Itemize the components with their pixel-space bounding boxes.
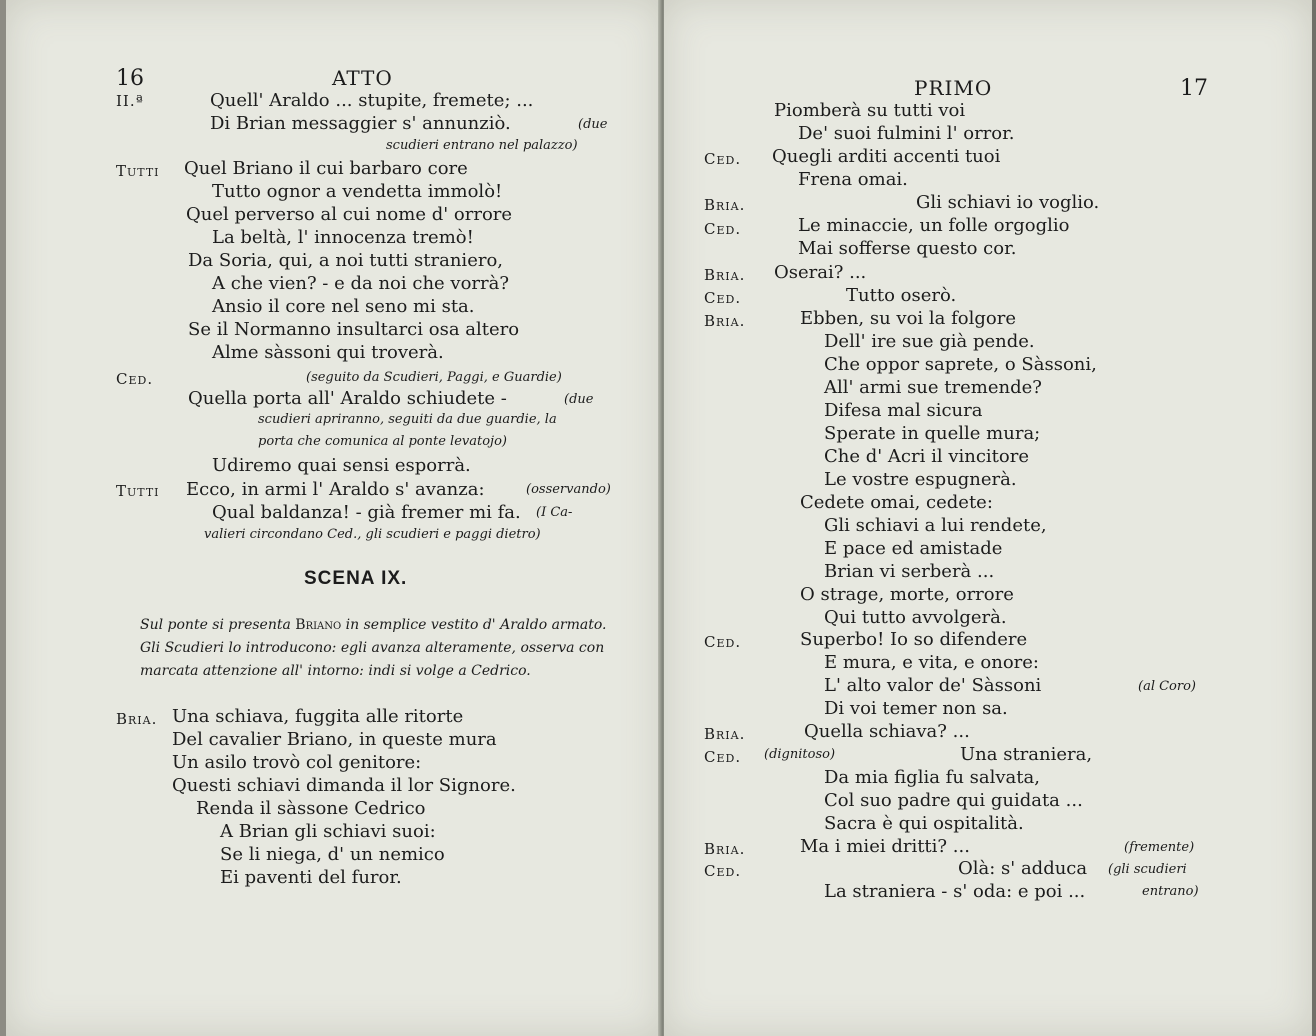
speaker-label: Ced. [704, 150, 742, 168]
verse-line: De' suoi fulmini l' orror. [798, 123, 1015, 144]
verse-line: Quegli arditi accenti tuoi [772, 146, 1001, 167]
verse-line: Da Soria, qui, a noi tutti straniero, [188, 250, 504, 271]
speaker-label: Tutti [116, 162, 160, 180]
verse-line: Col suo padre qui guidata ... [824, 790, 1083, 811]
verse-line: E pace ed amistade [824, 538, 1003, 559]
verse-line: Alme sàssoni qui troverà. [212, 342, 444, 363]
speaker-label: Ced. [704, 289, 742, 307]
verse-line: Di Brian messaggier s' annunziò. [210, 113, 511, 134]
verse-line: Le vostre espugnerà. [824, 469, 1017, 490]
stage-direction: (seguito da Scudieri, Paggi, e Guardie) [306, 370, 562, 385]
speaker-label: Bria. [704, 840, 746, 858]
stage-direction: valieri circondano Ced., gli scudieri e paggi dietro) [204, 527, 541, 542]
verse-line: La straniera - s' oda: e poi ... [824, 881, 1086, 902]
stage-direction: (due [564, 392, 594, 407]
verse-line: Quella schiava? ... [804, 721, 970, 742]
verse-line: A che vien? - e da noi che vorrà? [212, 273, 510, 294]
stage-direction: porta che comunica al ponte levatojo) [258, 434, 507, 449]
verse-line: Olà: s' adduca [958, 858, 1088, 879]
speaker-label: Ced. [704, 862, 742, 880]
verse-line: Quel Briano il cui barbaro core [184, 158, 468, 179]
stage-direction: entrano) [1142, 884, 1199, 899]
verse-line: Qui tutto avvolgerà. [824, 607, 1007, 628]
right-page [664, 0, 1312, 1036]
page-number-right: 17 [1180, 76, 1208, 101]
verse-line: L' alto valor de' Sàssoni [824, 675, 1042, 696]
stage-direction: scudieri entrano nel palazzo) [386, 138, 578, 153]
verse-line: Brian vi serberà ... [824, 561, 995, 582]
verse-line: Udiremo quai sensi esporrà. [212, 455, 471, 476]
speaker-label: Ced. [704, 633, 742, 651]
verse-line: Cedete omai, cedete: [800, 492, 993, 513]
verse-line: Ansio il core nel seno mi sta. [212, 296, 475, 317]
verse-line: Sacra è qui ospitalità. [824, 813, 1024, 834]
verse-line: All' armi sue tremende? [824, 377, 1042, 398]
stage-direction: (I Ca- [536, 505, 573, 520]
verse-line: Che d' Acri il vincitore [824, 446, 1030, 467]
verse-line: Frena omai. [798, 169, 908, 190]
verse-line: Del cavalier Briano, in queste mura [172, 729, 497, 750]
verse-line: Gli schiavi a lui rendete, [824, 515, 1047, 536]
verse-line: La beltà, l' innocenza tremò! [212, 227, 474, 248]
verse-line: Oserai? ... [774, 262, 867, 283]
verse-line: Che oppor saprete, o Sàssoni, [824, 354, 1097, 375]
scene-description-text: in semplice vestito d' Araldo armato. Gli Scudieri lo introducono: egli avanza alteramente, osserva con marcata attenzione all' intorno: indi si volge a Cedrico. [140, 617, 607, 679]
verse-line: Qual baldanza! - già fremer mi fa. [212, 502, 521, 523]
speaker-label: Bria. [704, 266, 746, 284]
verse-line: Renda il sàssone Cedrico [196, 798, 426, 819]
verse-line: A Brian gli schiavi suoi: [220, 821, 436, 842]
verse-line: E mura, e vita, e onore: [824, 652, 1039, 673]
verse-line: Le minaccie, un folle orgoglio [798, 215, 1070, 236]
verse-line: Gli schiavi io voglio. [916, 192, 1100, 213]
verse-line: Ma i miei dritti? ... [800, 836, 970, 857]
verse-line: Difesa mal sicura [824, 400, 983, 421]
scene-description [140, 614, 624, 683]
speaker-label: Bria. [704, 312, 746, 330]
speaker-label: Ced. [116, 370, 154, 388]
verse-line: Una schiava, fuggita alle ritorte [172, 706, 464, 727]
speaker-label: Bria. [704, 725, 746, 743]
stage-direction: (fremente) [1124, 840, 1195, 855]
stage-direction: (due [578, 117, 608, 132]
verse-line: Quel perverso al cui nome d' orrore [186, 204, 513, 225]
verse-line: Da mia figlia fu salvata, [824, 767, 1040, 788]
verse-line: Quell' Araldo ... stupite, fremete; ... [210, 90, 534, 111]
verse-line: Ebben, su voi la folgore [800, 308, 1016, 329]
scene-description-text: Sul ponte si presenta [140, 617, 291, 633]
verse-line: Quella porta all' Araldo schiudete - [188, 388, 507, 409]
stage-direction: (dignitoso) [764, 747, 836, 762]
verse-line: Un asilo trovò col genitore: [172, 752, 422, 773]
speaker-label: Bria. [116, 710, 158, 728]
left-page [6, 0, 662, 1036]
verse-line: O strage, morte, orrore [800, 584, 1014, 605]
verse-line: Questi schiavi dimanda il lor Signore. [172, 775, 516, 796]
verse-line: Tutto oserò. [846, 285, 957, 306]
stage-direction: (gli scudieri [1108, 862, 1187, 877]
stage-direction: (osservando) [526, 482, 611, 497]
verse-line: Una straniera, [960, 744, 1093, 765]
speaker-label: Tutti [116, 482, 160, 500]
running-head-right: PRIMO [914, 76, 993, 100]
verse-line: Se il Normanno insultarci osa altero [188, 319, 520, 340]
verse-line: Piomberà su tutti voi [774, 100, 966, 121]
stage-direction: (al Coro) [1138, 679, 1196, 694]
running-head-left: ATTO [332, 66, 393, 90]
verse-line: Superbo! Io so difendere [800, 629, 1028, 650]
scene-title: SCENA IX. [304, 568, 408, 589]
character-name: Briano [295, 617, 342, 633]
verse-line: Dell' ire sue già pende. [824, 331, 1035, 352]
speaker-label: Ced. [704, 748, 742, 766]
verse-line: Tutto ognor a vendetta immolò! [212, 181, 503, 202]
page-number-left: 16 [116, 66, 144, 91]
verse-line: Ecco, in armi l' Araldo s' avanza: [186, 479, 485, 500]
speaker-label: Ced. [704, 220, 742, 238]
verse-line: Se li niega, d' un nemico [220, 844, 445, 865]
speaker-label: Bria. [704, 196, 746, 214]
stage-direction: scudieri apriranno, seguiti da due guardie, la [258, 412, 557, 427]
verse-line: Mai sofferse questo cor. [798, 238, 1017, 259]
verse-line: Sperate in quelle mura; [824, 423, 1041, 444]
verse-line: Di voi temer non sa. [824, 698, 1008, 719]
verse-line: Ei paventi del furor. [220, 867, 402, 888]
speaker-label: II.ª [116, 92, 144, 110]
